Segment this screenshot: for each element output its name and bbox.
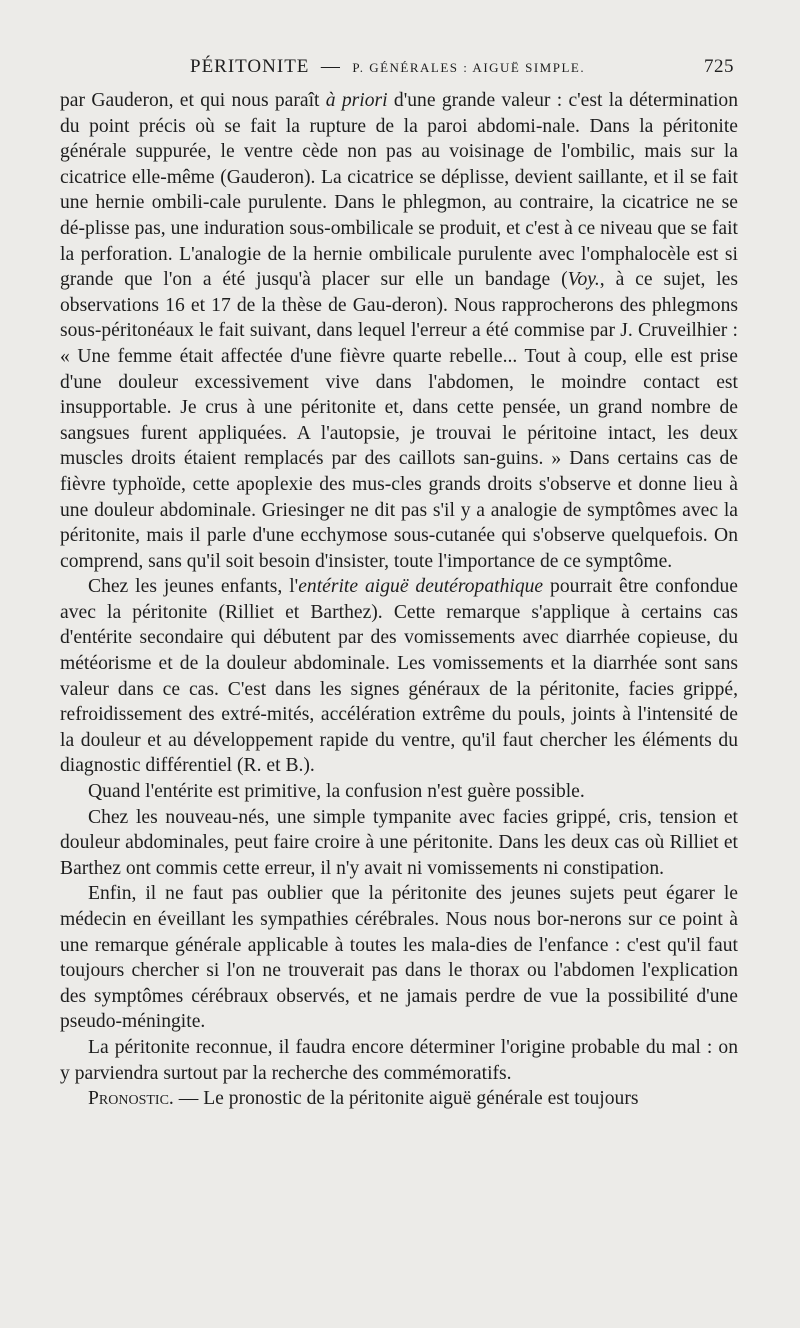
text-run: Chez les nouveau-nés, une simple tympanite avec facies grippé, cris, tension et douleur abdominales, peut faire croire à une péritonite. Dans les deux cas où Rilliet et Barthez ont commis cette erreur, il n'y avait ni vomissements ni constipation. [60, 806, 738, 879]
text-run: d'une grande valeur : c'est la détermination du point précis où se fait la rupture de la paroi abdomi-nale. Dans la péritonite générale suppurée, le ventre cède non pas au voisinage de l'ombilic, mais sur la cicatrice elle-même (Gauderon). La cicatrice se déplisse, devient saillante, et il se fait une hernie ombili-cale purulente. Dans le phlegmon, au contraire, la cicatrice ne se dé-plisse pas, une induration sous-ombilicale se produit, et c'est à ce niveau que se fait la perforation. L'analogie de la hernie ombilicale purulente avec l'omphalocèle est si grande que l'on a été jusqu'à placer sur elle un bandage ( [60, 90, 739, 291]
text-run: , à ce sujet, les observations 16 et 17 de la thèse de Gau-deron). Nous rapprocherons des phlegmons sous-péritonéaux le fait suivant, dans lequel l'erreur a été commise par J. Cruveilhier : « Une femme était affectée d'une fièvre quarte rebelle... Tout à coup, elle est prise d'une douleur excessivement vive dans l'abdomen, le moindre contact est insupportable. Je crus à une péritonite et, dans cette pensée, un grand nombre de sangsues furent appliquées. A l'autopsie, je trouvai le péritoine intact, les deux muscles droits étaient remplacés par des caillots san-guins. » Dans certains cas de fièvre typhoïde, cette apoplexie des mus-cles grands droits s'observe et donne lieu à une douleur abdominale. Griesinger ne dit pas s'il y a analogie de symptômes avec la péritonite, mais il parle d'une ecchymose sous-cutanée qui s'observe quelquefois. On comprend, sans qu'il soit besoin d'insister, toute l'importance de ce symptôme. [60, 269, 739, 572]
text-run: pourrait être confondue avec la péritonite (Rilliet et Barthez). Cette remarque s'applique à certains cas d'entérite secondaire qui débutent par des vomissements avec diarrhée copieuse, du météorisme et de la douleur abdominale. Les vomissements et la diarrhée sont sans valeur dans ce cas. C'est dans les signes généraux de la péritonite, facies grippé, refroidissement des extré-mités, accélération extrême du pouls, joints à l'intensité de la douleur et au développement rapide du ventre, qu'il faut chercher les éléments du diagnostic différentiel (R. et B.). [60, 576, 738, 777]
running-title-main: PÉRITONITE [190, 56, 310, 77]
text-run: La péritonite reconnue, il faudra encore déterminer l'origine probable du mal : on y parviendra surtout par la recherche des commémoratifs. [60, 1036, 738, 1084]
text-run: par Gauderon, et qui nous paraît [60, 90, 326, 111]
running-title [190, 56, 585, 78]
text-run: Chez les jeunes enfants, l' [88, 576, 299, 598]
text-run: — Le pronostic de la péritonite aiguë générale est toujours [173, 1088, 639, 1110]
running-title-sub: P. GÉNÉRALES : AIGUË SIMPLE. [352, 60, 586, 75]
section-heading: Pronostic. [88, 1088, 174, 1110]
italic-run: Voy. [567, 269, 600, 291]
page-number: 725 [704, 56, 734, 77]
paragraph [60, 1035, 738, 1086]
text-run: Enfin, il ne faut pas oublier que la péritonite des jeunes sujets peut égarer le médecin en éveillant les sympathies cérébrales. Nous nous bor-nerons sur ce point à une remarque générale applicable à toutes les mala-dies de l'enfance : c'est qu'il faut toujours chercher si l'on ne trouverait pas dans le thorax ou l'abdomen l'explication des symptômes cérébraux observés, et ne jamais perdre de vue la possibilité d'une pseudo-méningite. [60, 883, 738, 1033]
body-text [60, 88, 738, 1112]
paragraph [60, 88, 738, 574]
paragraph [60, 779, 738, 805]
running-title-dash: — [320, 56, 341, 77]
italic-run: à priori [325, 90, 388, 111]
running-header [60, 56, 738, 78]
text-run: Quand l'entérite est primitive, la confusion n'est guère possible. [88, 781, 585, 803]
paragraph [60, 881, 738, 1035]
paragraph [60, 805, 738, 882]
italic-run: entérite aiguë deutéropathique [298, 576, 544, 598]
paragraph [60, 574, 738, 779]
paragraph [60, 1086, 738, 1112]
